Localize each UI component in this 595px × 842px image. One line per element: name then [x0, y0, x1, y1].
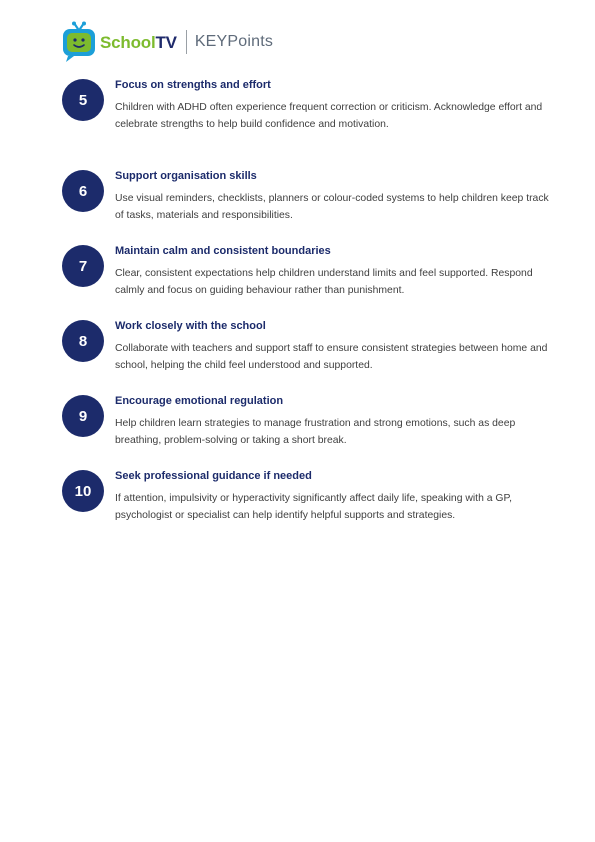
point-number-badge: 10: [62, 470, 104, 512]
point-title: Encourage emotional regulation: [115, 395, 284, 407]
point-title: Maintain calm and consistent boundaries: [115, 245, 331, 257]
point-body: Collaborate with teachers and support staff to ensure consistent strategies between home and school, helping the child feel understood and supported.: [115, 343, 548, 371]
point-body: Clear, consistent expectations help children understand limits and feel supported. Respond calmly and focus on guiding behaviour rather than punishment.: [115, 268, 533, 296]
point-number-badge: 5: [62, 79, 104, 121]
header-divider: [186, 30, 187, 54]
point-title: Work closely with the school: [115, 320, 266, 332]
point-number-badge: 8: [62, 320, 104, 362]
point-body: If attention, impulsivity or hyperactivity significantly affect daily life, speaking with a GP, psychologist or specialist can help identify helpful supports and strategies.: [115, 493, 512, 521]
point-title: Seek professional guidance if needed: [115, 470, 312, 482]
tv-smiley-icon: [62, 21, 96, 63]
brand-logo-text: [100, 33, 177, 53]
point-number-badge: 9: [62, 395, 104, 437]
point-body: Children with ADHD often experience frequent correction or criticism. Acknowledge effort and celebrate strengths to help build confidence and motivation.: [115, 102, 543, 130]
page-header: [62, 20, 273, 64]
point-body: Help children learn strategies to manage frustration and strong emotions, such as deep breathing, problem-solving or taking a short break.: [115, 418, 516, 446]
section-label: KEYPoints: [194, 33, 274, 50]
point-body: Use visual reminders, checklists, planners or colour-coded systems to help children keep track of tasks, materials and responsibilities.: [115, 193, 549, 221]
point-title: Focus on strengths and effort: [115, 79, 271, 91]
brand-tv: TV: [155, 32, 177, 52]
point-number-badge: 6: [62, 170, 104, 212]
point-title: Support organisation skills: [115, 170, 257, 182]
brand-school: School: [100, 32, 156, 52]
point-number-badge: 7: [62, 245, 104, 287]
